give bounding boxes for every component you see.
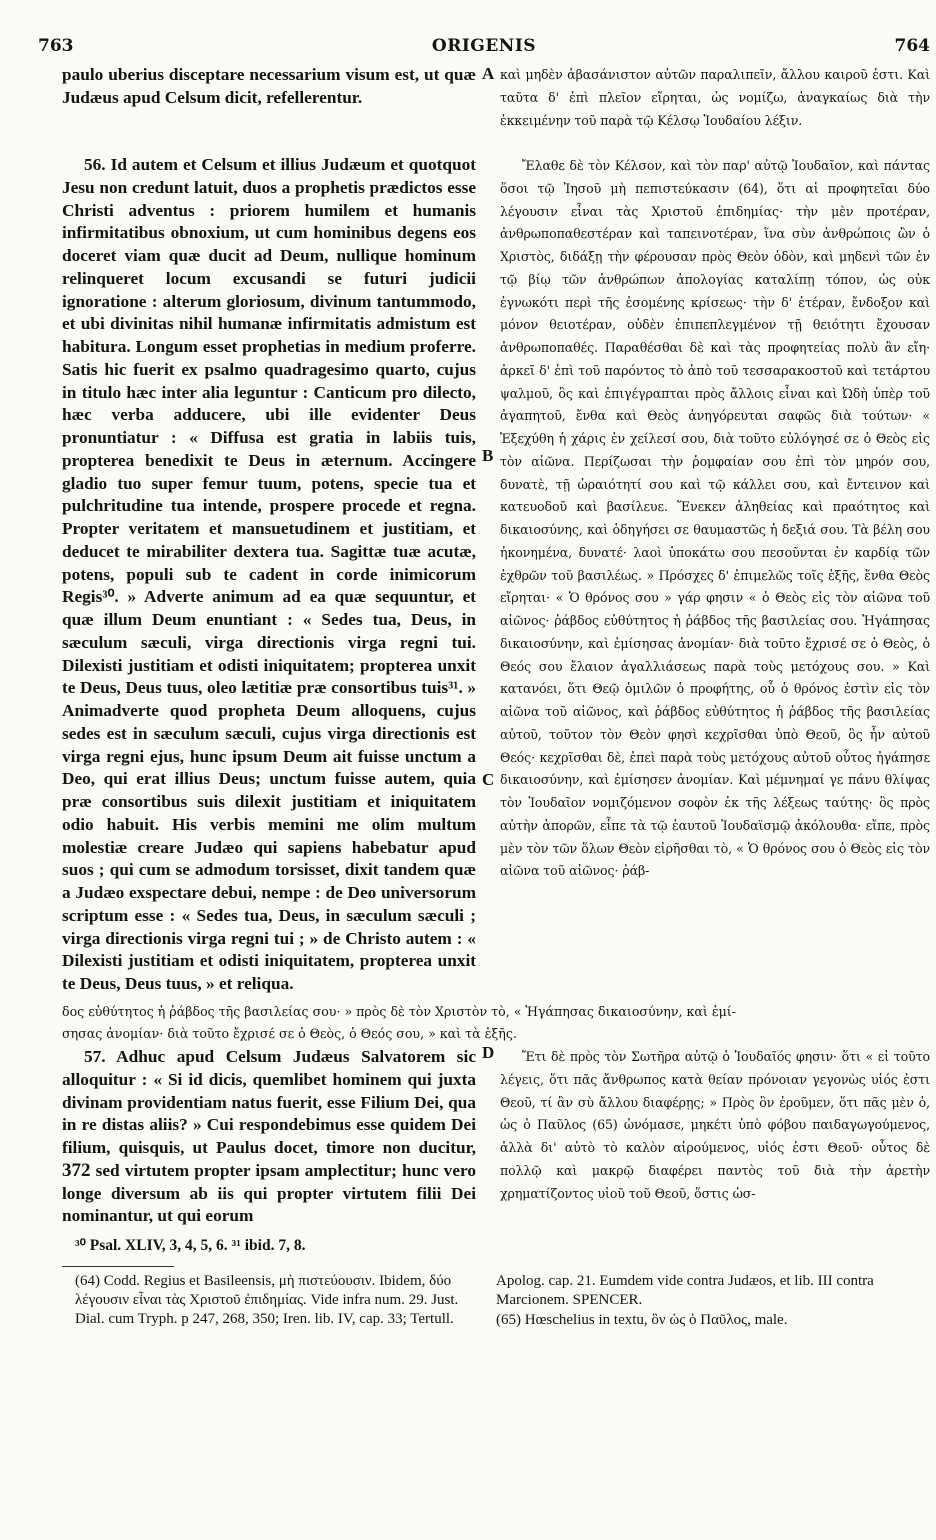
margin-letter-d: D xyxy=(482,1043,495,1062)
greek-section-57 xyxy=(500,1046,930,1228)
page-header xyxy=(38,36,930,58)
greek-full-width-line-1: δος εὐθύτητος ἡ ῥάβδος τῆς βασιλείας σου· » πρὸς δὲ τὸν Χριστὸν τὸ, « Ἠγάπησας δικαιοσύνην, καὶ ἐμί- xyxy=(62,1004,736,1019)
margin-letter-a: A xyxy=(482,64,495,83)
latin-section-57-part-2: sed virtutem propter ipsam amplectitur; hunc vero longe diversum ab iis qui propter virtutem filii Dei nominantur, ut qui eorum xyxy=(62,1160,476,1226)
greek-intro-text: καὶ μηδὲν ἀβασάνιστον αὐτῶν παραλιπεῖν, ἄλλου καιροῦ ἐστι. Καὶ ταῦτα δ' ἐπὶ πλεῖον εἴρηται, ὡς νομίζω, ἀναγκαίως διὰ τὴν ἐκκειμένην τοῦ παρὰ τῷ Κέλσῳ Ἰουδαίου λέξιν. xyxy=(500,67,930,128)
margin-letter-b: B xyxy=(482,446,494,465)
greek-intro xyxy=(500,64,930,156)
greek-section-56-text: Ἔλαθε δὲ τὸν Κέλσον, καὶ τὸν παρ' αὐτῷ Ἰουδαῖον, καὶ πάντας ὅσοι τῷ Ἰησοῦ μὴ πεπιστεύκασιν (64), ὅτι αἱ προφητεῖαι δύο λέγουσιν εἶναι τὰς Χριστοῦ ἐπιδημίας· τὴν μὲν προτέραν, ἀνθρωποπαθεστέραν καὶ ταπεινοτέραν, ἵνα σὺν ἀνθρώποις ὢν ὁ Χριστὸς, διδάξῃ τὴν φέρουσαν πρὸς Θεὸν ὁδὸν, καὶ μηδενὶ τῶν ἐν τῷ βίῳ τῶν ἀνθρώπων ἀπολογίας καταλίπῃ τόπον, ὡς οὐκ ἐγνωκότι περὶ τῆς ἐσομένης κρίσεως· τὴν δ' ἑτέραν, ἔνδοξον καὶ μόνον θειοτέραν, οὐδὲν ἐπιπεπλεγμένον τῇ θειότητι ἔχουσαν ἀνθρωποπαθές. Παραθέσθαι δὲ καὶ τὰς προφητείας πολὺ ἂν εἴη· ἀρκεῖ δ' ἐπὶ τοῦ παρόντος τὸ ἀπὸ τοῦ τεσσαρακοστοῦ καὶ τετάρτου ψαλμοῦ, ὃς καὶ ἐπιγέγραπται πρὸς ἄλλοις εἶναι καὶ Ὠδὴ ὑπὲρ τοῦ ἀγαπητοῦ, ἔνθα καὶ Θεὸς ἀνηγόρευται σαφῶς διὰ τούτων· « Ἐξεχύθη ἡ χάρις ἐν χείλεσί σου, διὰ τοῦτο εὐλόγησέ σε ὁ Θεὸς εἰς τὸν αἰῶνα. Περίζωσαι τὴν ῥομφαίαν σου ἐπὶ τὸν μηρόν σου, δυνατὲ, τῇ ὡραιότητί σου καὶ τῷ κάλλει σου, καὶ ἔντεινον καὶ κατευοδοῦ καὶ βασίλευε. Ἕνεκεν ἀληθείας καὶ πραότητος καὶ δικαιοσύνης, καὶ ὁδηγήσει σε θαυμαστῶς ἡ δεξιά σου. Τὰ βέλη σου ἠκονημένα, δυνατέ· λαοὶ ὑποκάτω σου πεσοῦνται ἐν καρδίᾳ τῶν ἐχθρῶν τοῦ βασιλέως. » Πρόσχες δ' ἐπιμελῶς τοῖς ἑξῆς, ἔνθα Θεὸς εἴρηται· « Ὁ θρόνος σου » γάρ φησιν « ὁ Θεὸς εἰς τὸν αἰῶνα τοῦ αἰῶνος· ῥάβδος εὐθύτητος ἡ ῥάβδος τῆς βασιλείας σου. Ἠγάπησας δικαιοσύνην, καὶ ἐμίσησας ἀνομίαν· διὰ τοῦτο ἔχρισέ σε ὁ Θεὸς, ὁ Θεός σου ἔλαιον ἀγαλλιάσεως παρὰ τοὺς μετόχους σου. » Καὶ κατανόει, ὅτι Θεῷ ὁμιλῶν ὁ προφήτης, οὗ ὁ θρόνος ἐστὶν εἰς τὸν αἰῶνα τοῦ αἰῶνος, καὶ ῥάβδος εὐθύτητος ἡ ῥάβδος τῆς βασιλείας αὐτοῦ, τοῦτον τὸν Θεὸν φησὶ κεχρῖσθαι ὑπὸ Θεοῦ, ὃς ἦν αὐτοῦ Θεός· κεχρῖσθαι δὲ, ἐπεὶ παρὰ τοὺς μετόχους αὐτοῦ οὗτος ἠγάπησε δικαιοσύνην, καὶ ἐμίσησεν ἀνομίαν. Καὶ μέμνημαί γε πάνυ θλίψας τὸν Ἰουδαῖον νομιζόμενον σοφὸν ἐκ τῆς λέξεως ταύτης· ὃς πρὸς αὐτὴν ἀπορῶν, εἶπε τὰ τῷ ἑαυτοῦ Ἰουδαϊσμῷ ἀκόλουθα· εἴπε, πρὸς μὲν τὸν τῶν ὅλων Θεὸν εἰρῆσθαι τὸ, « Ὁ θρόνος σου ὁ Θεὸς εἰς τὸν αἰῶνα τοῦ αἰῶνος· ῥάβ- xyxy=(500,158,930,879)
greek-full-width-line-2: σησας ἀνομίαν· διὰ τοῦτο ἔχρισέ σε ὁ Θεὸς, ὁ Θεός σου, » καὶ τὰ ἑξῆς. xyxy=(62,1026,517,1041)
footnote-65: (65) Hœschelius in textu, ὃν ὡς ὁ Παῦλος, male. xyxy=(496,1312,788,1328)
greek-section-57-text: Ἔτι δὲ πρὸς τὸν Σωτῆρα αὐτῷ ὁ Ἰουδαῖός φησιν· ὅτι « εἰ τοῦτο λέγεις, ὅτι πᾶς ἄνθρωπος κατὰ θείαν πρόνοιαν γεγονὼς υἱός ἐστι Θεοῦ, τί ἂν σὺ ἄλλου διαφέρῃς; » Πρὸς ὃν ἐροῦμεν, ὅτι πᾶς μὲν ὁ, ὡς ὁ Παῦλος (65) ὠνόμασε, μηκέτι ὑπὸ φόβου παιδαγωγούμενος, ἀλλὰ δι' αὐτὸ τὸ καλὸν αἱρούμενος, υἱός ἐστι Θεοῦ· οὗτος δὲ πολλῷ καὶ μακρῷ διαφέρει παντὸς τοῦ διὰ τὴν ἀρετὴν χρηματίζοντος υἱοῦ τοῦ Θεοῦ, ὅστις ὡσ- xyxy=(500,1049,930,1201)
footnote-64: (64) Codd. Regius et Basileensis, μὴ πιστεύουσιν. Ibidem, δύο λέγουσιν εἶναι τὰς Χριστοῦ ἐπιδημίας. Vide infra num. 29. Just. Dial. cum Tryph. p 247, 268, 350; Iren. lib. IV, cap. 33; Tertull. xyxy=(75,1273,459,1327)
page-number-left: 763 xyxy=(38,36,74,56)
running-title: ORIGENIS xyxy=(431,36,537,56)
latin-intro-text: paulo uberius disceptare necessarium visum est, ut quæ Judæus apud Celsum dicit, refellerentur. xyxy=(62,65,476,107)
footnote-64-continued: Apolog. cap. 21. Eumdem vide contra Judæos, et lib. III contra Marcionem. SPENCER. xyxy=(496,1273,874,1308)
latin-section-57 xyxy=(62,1046,476,1226)
edition-page-number: 372 xyxy=(62,1159,91,1181)
margin-letter-c: C xyxy=(482,770,495,789)
latin-section-56-text: 56. Id autem et Celsum et illius Judæum et quotquot Jesu non credunt latuit, duos a prophetis prædictos esse Christi adventus : priorem humilem et humanis infirmitatibus obnoxium, ut cum hominibus degens eos doceret viam quæ ducit ad Deum, nullique hominum relinqueret locum excusandi se futuri judicii ignoratione : alterum gloriosum, divinum tantummodo, et ubi divinitas nihil humanæ infirmitatis admistum est habitura. Longum esset prophetias in medium proferre. Satis hic fuerit ex psalmo quadragesimo quarto, cujus in titulo hæc inter alia leguntur : Canticum pro dilecto, hæc verba adducere, ubi ille evidenter Deus pronuntiatur : « Diffusa est gratia in labiis tuis, propterea benedixit te Deus in æternum. Accingere gladio tuo super femur tuum, potens, specie tua et pulchritudine tua intende, prospere procede et regna. Propter veritatem et mansuetudinem et justitiam, et deducet te mirabiliter dextera tua. Sagittæ tuæ acutæ, potens, populi sub te cadent in corde inimicorum Regis³⁰. » Adverte animum ad ea quæ sequuntur, et quæ illum Deum enuntiant : « Sedes tua, Deus, in sæculum sæculi, virga directionis virga regni tui. Dilexisti justitiam et odisti iniquitatem; propterea unxit te Deus, Deus tuus, oleo lætitiæ præ consortibus tuis³¹. » Animadverte quod propheta Deum alloquens, cujus sedes est in sæculum sæculi, cujus virga directionis est virga regni ejus, hunc ipsum Deum ait fuisse unctum a Deo, qui erat illius Deus; unctum fuisse autem, quia præ consortibus suis dilexit justitiam et iniquitatem odio habuit. His verbis memini me olim multum molestiæ creare Judæo qui sapiens habebatur apud suos ; qui cum se admodum torsisset, dixit tandem quæ a Judæo exspectare debui, nempe : de Deo universorum scriptum esse : « Sedes tua, Deus, in sæculum sæculi ; virga directionis virga regni tui ; » de Christo autem : « Dilexisti justitiam et odisti iniquitatem, propterea unxit te Deus, Deus tuus, » et reliqua. xyxy=(62,155,476,993)
latin-section-56 xyxy=(62,154,476,993)
page-number-right: 764 xyxy=(894,36,930,56)
scripture-footnotes: ³⁰ Psal. XLIV, 3, 4, 5, 6. ³¹ ibid. 7, 8. xyxy=(75,1237,306,1254)
latin-intro xyxy=(62,64,476,114)
latin-section-57-text xyxy=(62,1046,476,1228)
latin-section-57-part-1: 57. Adhuc apud Celsum Judæus Salvatorem sic alloquitur : « Si id dicis, quemlibet hominem qui juxta divinam providentiam natus fuerit, esse Filium Dei, qua in re distas aliis? » Cui respondebimus esse quidem Dei filium, quisquis, ut Paulus docet, timore non ducitur, xyxy=(62,1047,476,1157)
footnote-divider xyxy=(62,1266,174,1267)
greek-section-56 xyxy=(500,155,930,879)
